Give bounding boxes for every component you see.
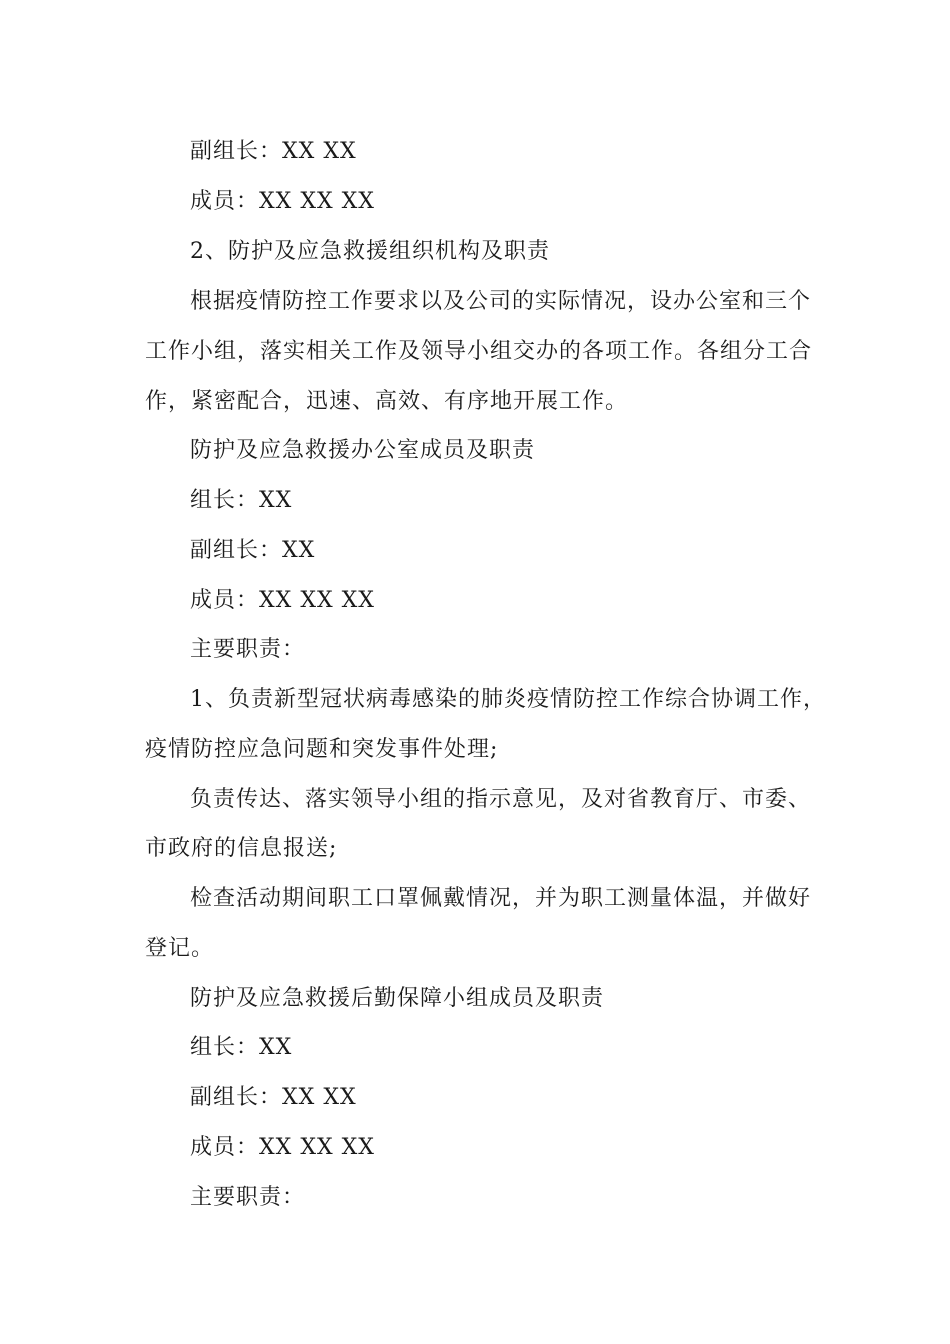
members-line: 成员：XX XX XX (190, 588, 375, 613)
leader-line: 组长：XX (190, 1035, 293, 1060)
paragraph-line: 市政府的信息报送; (145, 836, 338, 861)
paragraph-line: 疫情防控应急问题和突发事件处理; (145, 737, 499, 762)
paragraph-line: 1、负责新型冠状病毒感染的肺炎疫情防控工作综合协调工作， (190, 687, 826, 712)
paragraph-line: 工作小组，落实相关工作及领导小组交办的各项工作。各组分工合 (145, 339, 813, 364)
paragraph-line: 登记。 (145, 936, 215, 961)
deputy-leader-line: 副组长：XX XX (190, 139, 357, 164)
paragraph-line: 负责传达、落实领导小组的指示意见，及对省教育厅、市委、 (190, 787, 812, 812)
deputy-leader-line: 副组长：XX (190, 538, 316, 563)
members-line: 成员：XX XX XX (190, 1135, 375, 1160)
leader-line: 组长：XX (190, 488, 293, 513)
subsection-heading: 防护及应急救援后勤保障小组成员及职责 (190, 986, 605, 1011)
duties-heading: 主要职责： (190, 1185, 306, 1210)
subsection-heading: 防护及应急救援办公室成员及职责 (190, 438, 536, 463)
paragraph-line: 根据疫情防控工作要求以及公司的实际情况，设办公室和三个 (190, 289, 812, 314)
paragraph-line: 检查活动期间职工口罩佩戴情况，并为职工测量体温，并做好 (190, 886, 812, 911)
members-line: 成员：XX XX XX (190, 189, 375, 214)
duties-heading: 主要职责： (190, 637, 306, 662)
section-heading: 2、防护及应急救援组织机构及职责 (190, 239, 550, 264)
paragraph-line: 作，紧密配合，迅速、高效、有序地开展工作。 (145, 389, 629, 414)
deputy-leader-line: 副组长：XX XX (190, 1085, 357, 1110)
